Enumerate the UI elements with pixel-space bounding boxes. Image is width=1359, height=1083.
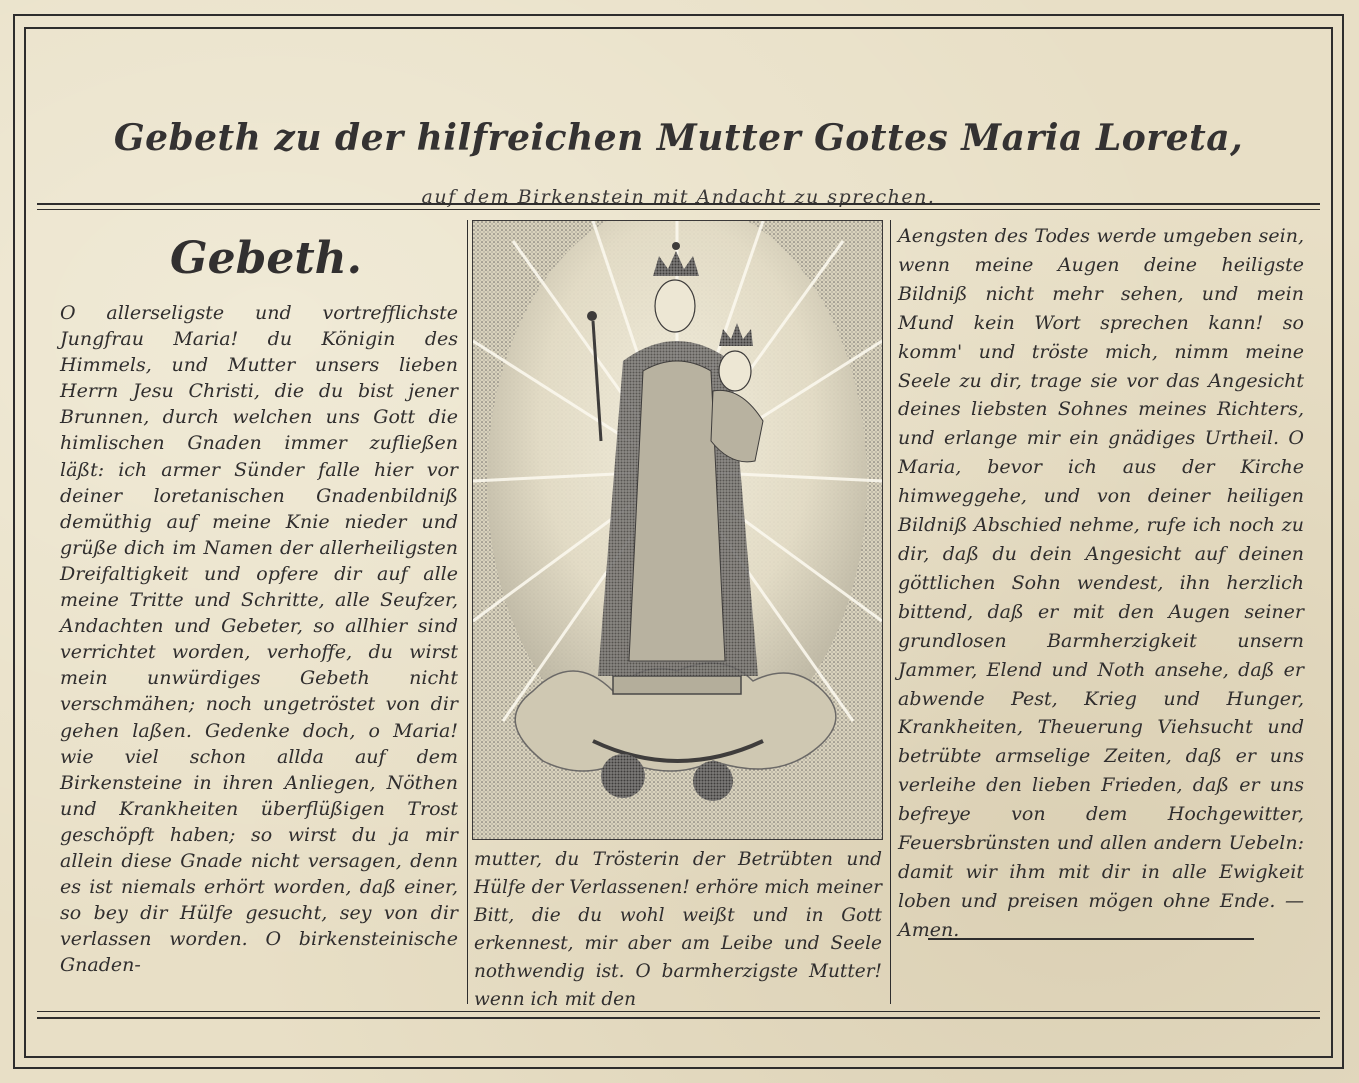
closing-rule bbox=[928, 938, 1254, 940]
header bbox=[26, 29, 1331, 208]
header-divider-thin bbox=[37, 209, 1320, 210]
left-column-text: O allerseligste und vortrefflichste Jungfrau Maria! du Königin des Himmels, und Mutter unsers lieben Herrn Jesu Christi, die du bist jener Brunnen, durch welchen uns Gott die himlischen Gnaden immer zufließen läßt: ich armer Sünder falle hier vor deiner loretanischen Gnadenbildniß demüthig auf meine Knie nieder und grüße dich im Namen der allerheiligsten Dreifaltigkeit und opfere dir auf alle meine Tritte und Schritte, alle Seufzer, Andachten und Gebeter, so allhier sind verrichtet worden, verhoffe, du wirst mein unwürdiges Gebeth nicht verschmähen; noch ungetröstet von dir gehen laßen. Gedenke doch, o Maria! wie viel schon allda auf dem Birkensteine in ihren Anliegen, Nöthen und Krankheiten überflüßigen Trost geschöpft haben; so wirst du ja mir allein diese Gnade nicht versagen, denn es ist niemals erhört worden, daß einer, so bey dir Hülfe gesucht, sey von dir verlassen worden. O birkensteinische Gnaden- bbox=[60, 302, 458, 977]
footer-divider-thin bbox=[37, 1011, 1320, 1012]
page-title: Gebeth zu der hilfreichen Mutter Gottes Maria Loreta, bbox=[113, 117, 1244, 159]
madonna-engraving bbox=[472, 220, 883, 840]
page-subtitle: auf dem Birkenstein mit Andacht zu sprechen. bbox=[421, 186, 936, 208]
footer-divider bbox=[37, 1017, 1320, 1019]
column-divider-left bbox=[467, 220, 468, 1004]
header-divider bbox=[37, 203, 1320, 205]
column-divider-right bbox=[890, 220, 891, 1004]
middle-column-text: mutter, du Trösterin der Betrübten und Hülfe der Verlassenen! erhöre mich meiner Bitt, die du wohl weißt und in Gott erkennest, mir aber am Leibe und Seele nothwendig ist. O barmherzigste Mutter! wenn ich mit den bbox=[474, 849, 882, 1010]
left-column bbox=[50, 225, 464, 1015]
prayer-heading: Gebeth. bbox=[170, 233, 362, 284]
madonna-illustration bbox=[473, 221, 882, 839]
right-column-text: Aengsten des Todes werde umgeben sein, wenn meine Augen deine heiligste Bildniß nicht mehr sehen, und mein Mund kein Wort sprechen kann! so komm' und tröste mich, nimm meine Seele zu dir, trage sie vor das Angesicht deines liebsten Sohnes meines Richters, und erlange mir ein gnädiges Urtheil. O Maria, bevor ich aus der Kirche himweggehe, und von deiner heiligen Bildniß Abschied nehme, rufe ich noch zu dir, daß du dein Angesicht auf deinen göttlichen Sohn wendest, ihn herzlich bittend, daß er mit den Augen seiner grundlosen Barmherzigkeit unsern Jammer, Elend und Noth ansehe, daß er abwende Pest, Krieg und Hunger, Krankheiten, Theuerung Viehsucht und betrübte armselige Zeiten, daß er uns verleihe den lieben Frieden, daß er uns befreye von dem Hochgewitter, Feuersbrünsten und allen andern Uebeln: damit wir ihm mit dir in alle Ewigkeit loben und preisen mögen ohne Ende. — Amen. bbox=[898, 225, 1304, 941]
